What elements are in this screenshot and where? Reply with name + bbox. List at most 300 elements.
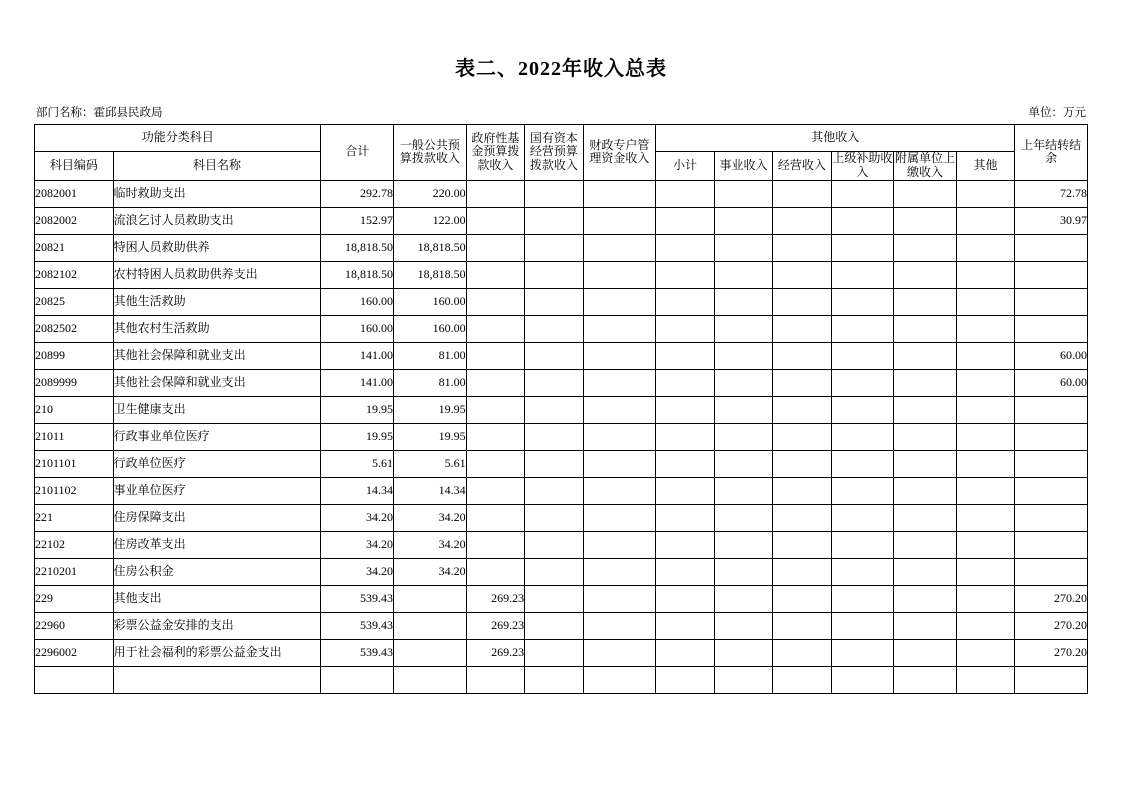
table-row: [35, 585, 1088, 612]
cell-name: 特困人员救助供养: [113, 234, 321, 261]
cell-code: 22960: [35, 612, 114, 639]
cell-other-operating: [773, 531, 831, 558]
cell-total: 152.97: [321, 207, 394, 234]
cell-code: 2082001: [35, 180, 114, 207]
table-row: [35, 288, 1088, 315]
cell-other-subtotal: [656, 180, 714, 207]
cell-other-misc: [956, 180, 1015, 207]
cell-general-public-budget: 34.20: [394, 531, 467, 558]
cell-other-business: [714, 558, 772, 585]
cell-other-misc: [956, 423, 1015, 450]
cell-name: 流浪乞讨人员救助支出: [113, 207, 321, 234]
cell-state-capital-budget: [525, 423, 583, 450]
cell-name: 行政事业单位医疗: [113, 423, 321, 450]
cell-prior-year-carryover: [1015, 288, 1088, 315]
cell-other-subordinate-payment: [894, 612, 957, 639]
cell-general-public-budget: 14.34: [394, 477, 467, 504]
cell-state-capital-budget: [525, 450, 583, 477]
cell-other-subordinate-payment: [894, 288, 957, 315]
cell-other-superior-subsidy: [831, 315, 894, 342]
cell-prior-year-carryover: 72.78: [1015, 180, 1088, 207]
cell-other-superior-subsidy: [831, 234, 894, 261]
cell-other-subtotal: [656, 342, 714, 369]
cell-other-operating: [773, 315, 831, 342]
cell-name: 行政单位医疗: [113, 450, 321, 477]
cell-total: 5.61: [321, 450, 394, 477]
cell-fiscal-special-account: [583, 585, 656, 612]
cell-prior-year-carryover: [1015, 261, 1088, 288]
table-row: [35, 261, 1088, 288]
cell-state-capital-budget: [525, 180, 583, 207]
cell-fiscal-special-account: [583, 612, 656, 639]
cell-other-misc: [956, 450, 1015, 477]
cell-name: 事业单位医疗: [113, 477, 321, 504]
cell-other-misc: [956, 234, 1015, 261]
cell-state-capital-budget: [525, 207, 583, 234]
cell-other-subtotal: [656, 612, 714, 639]
cell-fiscal-special-account: [583, 558, 656, 585]
cell-gov-fund-budget: 269.23: [466, 639, 524, 666]
table-row: [35, 396, 1088, 423]
cell-other-superior-subsidy: [831, 612, 894, 639]
cell-prior-year-carryover: 30.97: [1015, 207, 1088, 234]
cell-other-business: [714, 288, 772, 315]
cell-general-public-budget: 160.00: [394, 315, 467, 342]
cell-other-subtotal: [656, 531, 714, 558]
cell-fiscal-special-account: [583, 531, 656, 558]
header-function-category: 功能分类科目: [35, 125, 321, 152]
cell-other-operating: [773, 504, 831, 531]
cell-other-superior-subsidy: [831, 180, 894, 207]
cell-gov-fund-budget: [466, 315, 524, 342]
cell-other-superior-subsidy: [831, 558, 894, 585]
cell-fiscal-special-account: [583, 504, 656, 531]
cell-other-business: [714, 585, 772, 612]
cell-other-business: [714, 315, 772, 342]
cell-other-business: [714, 450, 772, 477]
cell-other-subtotal: [656, 396, 714, 423]
cell-total: 539.43: [321, 585, 394, 612]
cell-gov-fund-budget: [466, 369, 524, 396]
cell-general-public-budget: [394, 612, 467, 639]
table-row: [35, 450, 1088, 477]
cell-general-public-budget: 160.00: [394, 288, 467, 315]
empty-cell: [1015, 666, 1088, 693]
cell-other-subtotal: [656, 585, 714, 612]
cell-gov-fund-budget: [466, 423, 524, 450]
page-title: 表二、2022年收入总表: [455, 58, 667, 80]
cell-total: 539.43: [321, 612, 394, 639]
cell-general-public-budget: 81.00: [394, 342, 467, 369]
empty-cell: [321, 666, 394, 693]
cell-gov-fund-budget: [466, 288, 524, 315]
cell-name: 其他社会保障和就业支出: [113, 369, 321, 396]
cell-other-operating: [773, 423, 831, 450]
cell-other-misc: [956, 477, 1015, 504]
table-row: [35, 612, 1088, 639]
cell-other-misc: [956, 261, 1015, 288]
cell-code: 2082002: [35, 207, 114, 234]
cell-general-public-budget: 18,818.50: [394, 234, 467, 261]
cell-fiscal-special-account: [583, 315, 656, 342]
cell-state-capital-budget: [525, 396, 583, 423]
cell-fiscal-special-account: [583, 396, 656, 423]
cell-general-public-budget: 220.00: [394, 180, 467, 207]
cell-code: 20821: [35, 234, 114, 261]
cell-total: 292.78: [321, 180, 394, 207]
cell-other-misc: [956, 558, 1015, 585]
empty-cell: [394, 666, 467, 693]
cell-name: 其他农村生活救助: [113, 315, 321, 342]
cell-other-subordinate-payment: [894, 342, 957, 369]
table-row: [35, 477, 1088, 504]
cell-fiscal-special-account: [583, 180, 656, 207]
cell-gov-fund-budget: 269.23: [466, 585, 524, 612]
cell-gov-fund-budget: [466, 450, 524, 477]
cell-other-misc: [956, 396, 1015, 423]
cell-other-subordinate-payment: [894, 234, 957, 261]
cell-gov-fund-budget: [466, 234, 524, 261]
header-general-public-budget: 一般公共预算拨款收入: [394, 125, 467, 181]
income-summary-table: [34, 124, 1088, 694]
cell-other-operating: [773, 558, 831, 585]
cell-general-public-budget: 81.00: [394, 369, 467, 396]
cell-fiscal-special-account: [583, 288, 656, 315]
cell-name: 卫生健康支出: [113, 396, 321, 423]
cell-other-misc: [956, 315, 1015, 342]
cell-other-operating: [773, 450, 831, 477]
empty-cell: [466, 666, 524, 693]
cell-prior-year-carryover: 60.00: [1015, 369, 1088, 396]
cell-other-business: [714, 639, 772, 666]
cell-total: 18,818.50: [321, 234, 394, 261]
cell-name: 临时救助支出: [113, 180, 321, 207]
cell-code: 2082102: [35, 261, 114, 288]
cell-fiscal-special-account: [583, 369, 656, 396]
cell-code: 22102: [35, 531, 114, 558]
cell-name: 住房改革支出: [113, 531, 321, 558]
header-total: 合计: [321, 125, 394, 181]
cell-state-capital-budget: [525, 342, 583, 369]
cell-other-subtotal: [656, 450, 714, 477]
cell-prior-year-carryover: 270.20: [1015, 639, 1088, 666]
cell-other-subordinate-payment: [894, 396, 957, 423]
cell-other-subordinate-payment: [894, 369, 957, 396]
header-other-subtotal: 小计: [656, 152, 714, 181]
cell-other-misc: [956, 342, 1015, 369]
cell-code: 2210201: [35, 558, 114, 585]
cell-other-subtotal: [656, 369, 714, 396]
cell-other-operating: [773, 234, 831, 261]
cell-other-subtotal: [656, 477, 714, 504]
cell-fiscal-special-account: [583, 423, 656, 450]
table-row: [35, 531, 1088, 558]
cell-other-subtotal: [656, 423, 714, 450]
cell-name: 用于社会福利的彩票公益金支出: [113, 639, 321, 666]
cell-other-operating: [773, 396, 831, 423]
cell-other-business: [714, 342, 772, 369]
cell-state-capital-budget: [525, 261, 583, 288]
cell-name: 住房保障支出: [113, 504, 321, 531]
cell-name: 农村特困人员救助供养支出: [113, 261, 321, 288]
header-gov-fund-budget: 政府性基金预算拨款收入: [466, 125, 524, 181]
cell-fiscal-special-account: [583, 207, 656, 234]
empty-cell: [956, 666, 1015, 693]
cell-other-business: [714, 477, 772, 504]
cell-code: 2101102: [35, 477, 114, 504]
cell-code: 20825: [35, 288, 114, 315]
cell-gov-fund-budget: [466, 342, 524, 369]
header-prior-year-carryover: 上年结转结余: [1015, 125, 1088, 181]
empty-cell: [656, 666, 714, 693]
cell-gov-fund-budget: [466, 261, 524, 288]
cell-other-operating: [773, 288, 831, 315]
empty-cell: [583, 666, 656, 693]
cell-general-public-budget: 122.00: [394, 207, 467, 234]
header-code: 科目编码: [35, 152, 114, 181]
cell-prior-year-carryover: [1015, 504, 1088, 531]
unit-label: 单位：万元: [1028, 107, 1086, 119]
cell-general-public-budget: [394, 639, 467, 666]
table-row: [35, 234, 1088, 261]
cell-gov-fund-budget: [466, 207, 524, 234]
cell-other-operating: [773, 585, 831, 612]
cell-other-operating: [773, 639, 831, 666]
cell-total: 34.20: [321, 504, 394, 531]
header-other-income: 其他收入: [656, 125, 1015, 152]
cell-name: 其他支出: [113, 585, 321, 612]
empty-cell: [525, 666, 583, 693]
cell-other-subordinate-payment: [894, 585, 957, 612]
cell-code: 2101101: [35, 450, 114, 477]
cell-other-business: [714, 531, 772, 558]
cell-other-misc: [956, 639, 1015, 666]
cell-total: 141.00: [321, 369, 394, 396]
cell-total: 539.43: [321, 639, 394, 666]
cell-prior-year-carryover: [1015, 558, 1088, 585]
cell-other-subtotal: [656, 639, 714, 666]
cell-other-business: [714, 261, 772, 288]
cell-name: 其他社会保障和就业支出: [113, 342, 321, 369]
table-row: [35, 504, 1088, 531]
cell-other-business: [714, 423, 772, 450]
cell-fiscal-special-account: [583, 639, 656, 666]
empty-cell: [894, 666, 957, 693]
cell-other-superior-subsidy: [831, 477, 894, 504]
cell-fiscal-special-account: [583, 477, 656, 504]
cell-other-superior-subsidy: [831, 288, 894, 315]
empty-cell: [113, 666, 321, 693]
cell-code: 21011: [35, 423, 114, 450]
cell-other-subordinate-payment: [894, 180, 957, 207]
cell-state-capital-budget: [525, 531, 583, 558]
cell-other-operating: [773, 477, 831, 504]
cell-gov-fund-budget: [466, 504, 524, 531]
cell-general-public-budget: 34.20: [394, 558, 467, 585]
cell-general-public-budget: 18,818.50: [394, 261, 467, 288]
cell-total: 141.00: [321, 342, 394, 369]
header-other-business: 事业收入: [714, 152, 772, 181]
cell-general-public-budget: 19.95: [394, 423, 467, 450]
table-row: [35, 180, 1088, 207]
cell-other-misc: [956, 612, 1015, 639]
cell-code: 229: [35, 585, 114, 612]
cell-prior-year-carryover: 60.00: [1015, 342, 1088, 369]
cell-code: 210: [35, 396, 114, 423]
cell-code: 2089999: [35, 369, 114, 396]
cell-other-subordinate-payment: [894, 261, 957, 288]
header-state-capital-budget: 国有资本经营预算拨款收入: [525, 125, 583, 181]
cell-other-subtotal: [656, 261, 714, 288]
cell-total: 34.20: [321, 531, 394, 558]
cell-total: 160.00: [321, 315, 394, 342]
cell-name: 住房公积金: [113, 558, 321, 585]
cell-code: 221: [35, 504, 114, 531]
cell-state-capital-budget: [525, 585, 583, 612]
cell-other-subtotal: [656, 504, 714, 531]
table-row: [35, 423, 1088, 450]
cell-gov-fund-budget: [466, 531, 524, 558]
cell-gov-fund-budget: [466, 396, 524, 423]
cell-state-capital-budget: [525, 558, 583, 585]
cell-other-superior-subsidy: [831, 504, 894, 531]
empty-cell: [35, 666, 114, 693]
cell-other-operating: [773, 369, 831, 396]
cell-fiscal-special-account: [583, 450, 656, 477]
cell-other-subtotal: [656, 558, 714, 585]
cell-prior-year-carryover: [1015, 234, 1088, 261]
cell-total: 160.00: [321, 288, 394, 315]
cell-total: 34.20: [321, 558, 394, 585]
table-row: [35, 315, 1088, 342]
cell-gov-fund-budget: [466, 558, 524, 585]
cell-other-subordinate-payment: [894, 450, 957, 477]
cell-other-superior-subsidy: [831, 261, 894, 288]
cell-other-subtotal: [656, 207, 714, 234]
table-header: [35, 125, 1088, 181]
cell-prior-year-carryover: [1015, 396, 1088, 423]
cell-other-operating: [773, 342, 831, 369]
cell-other-subtotal: [656, 288, 714, 315]
table-empty-area: [35, 666, 1088, 693]
cell-other-subordinate-payment: [894, 504, 957, 531]
header-other-operating: 经营收入: [773, 152, 831, 181]
table-row: [35, 369, 1088, 396]
cell-other-misc: [956, 504, 1015, 531]
cell-other-subtotal: [656, 315, 714, 342]
cell-gov-fund-budget: [466, 477, 524, 504]
cell-other-subtotal: [656, 234, 714, 261]
cell-prior-year-carryover: [1015, 315, 1088, 342]
cell-other-superior-subsidy: [831, 342, 894, 369]
cell-general-public-budget: 34.20: [394, 504, 467, 531]
cell-other-superior-subsidy: [831, 531, 894, 558]
cell-other-superior-subsidy: [831, 450, 894, 477]
header-other-subordinate-payment: 附属单位上缴收入: [894, 151, 955, 179]
cell-state-capital-budget: [525, 504, 583, 531]
header-other-superior-subsidy: 上级补助收入: [832, 151, 893, 179]
header-row-1: [35, 125, 1088, 152]
cell-other-superior-subsidy: [831, 423, 894, 450]
cell-prior-year-carryover: [1015, 423, 1088, 450]
cell-other-operating: [773, 180, 831, 207]
cell-state-capital-budget: [525, 315, 583, 342]
header-other-misc: 其他: [956, 152, 1015, 181]
cell-prior-year-carryover: 270.20: [1015, 585, 1088, 612]
cell-state-capital-budget: [525, 288, 583, 315]
header-fiscal-special-account: 财政专户管理资金收入: [583, 125, 656, 181]
empty-cell: [773, 666, 831, 693]
cell-other-business: [714, 369, 772, 396]
cell-other-subordinate-payment: [894, 315, 957, 342]
cell-gov-fund-budget: [466, 180, 524, 207]
cell-code: 2296002: [35, 639, 114, 666]
cell-total: 19.95: [321, 423, 394, 450]
cell-other-superior-subsidy: [831, 585, 894, 612]
cell-state-capital-budget: [525, 234, 583, 261]
cell-other-business: [714, 396, 772, 423]
table-row: [35, 558, 1088, 585]
cell-general-public-budget: 19.95: [394, 396, 467, 423]
cell-other-subordinate-payment: [894, 531, 957, 558]
cell-other-superior-subsidy: [831, 639, 894, 666]
cell-other-subordinate-payment: [894, 477, 957, 504]
cell-fiscal-special-account: [583, 342, 656, 369]
cell-other-operating: [773, 612, 831, 639]
cell-general-public-budget: [394, 585, 467, 612]
cell-other-business: [714, 234, 772, 261]
department-name-label: 部门名称：霍邱县民政局: [36, 107, 163, 119]
cell-total: 19.95: [321, 396, 394, 423]
empty-cell: [714, 666, 772, 693]
table-row: [35, 207, 1088, 234]
table-body: [35, 180, 1088, 693]
cell-other-superior-subsidy: [831, 396, 894, 423]
cell-other-superior-subsidy: [831, 369, 894, 396]
cell-total: 14.34: [321, 477, 394, 504]
cell-total: 18,818.50: [321, 261, 394, 288]
cell-other-misc: [956, 531, 1015, 558]
cell-other-subordinate-payment: [894, 423, 957, 450]
cell-fiscal-special-account: [583, 261, 656, 288]
cell-prior-year-carryover: [1015, 531, 1088, 558]
cell-other-subordinate-payment: [894, 207, 957, 234]
cell-gov-fund-budget: 269.23: [466, 612, 524, 639]
cell-other-misc: [956, 585, 1015, 612]
cell-prior-year-carryover: 270.20: [1015, 612, 1088, 639]
cell-other-business: [714, 207, 772, 234]
cell-other-superior-subsidy: [831, 207, 894, 234]
cell-other-business: [714, 612, 772, 639]
cell-other-operating: [773, 207, 831, 234]
cell-state-capital-budget: [525, 477, 583, 504]
cell-state-capital-budget: [525, 639, 583, 666]
cell-general-public-budget: 5.61: [394, 450, 467, 477]
cell-name: 彩票公益金安排的支出: [113, 612, 321, 639]
cell-fiscal-special-account: [583, 234, 656, 261]
header-name: 科目名称: [113, 152, 321, 181]
cell-code: 2082502: [35, 315, 114, 342]
cell-other-operating: [773, 261, 831, 288]
cell-other-subordinate-payment: [894, 639, 957, 666]
cell-other-misc: [956, 369, 1015, 396]
cell-state-capital-budget: [525, 612, 583, 639]
cell-code: 20899: [35, 342, 114, 369]
empty-cell: [831, 666, 894, 693]
cell-state-capital-budget: [525, 369, 583, 396]
cell-other-business: [714, 504, 772, 531]
cell-other-subordinate-payment: [894, 558, 957, 585]
